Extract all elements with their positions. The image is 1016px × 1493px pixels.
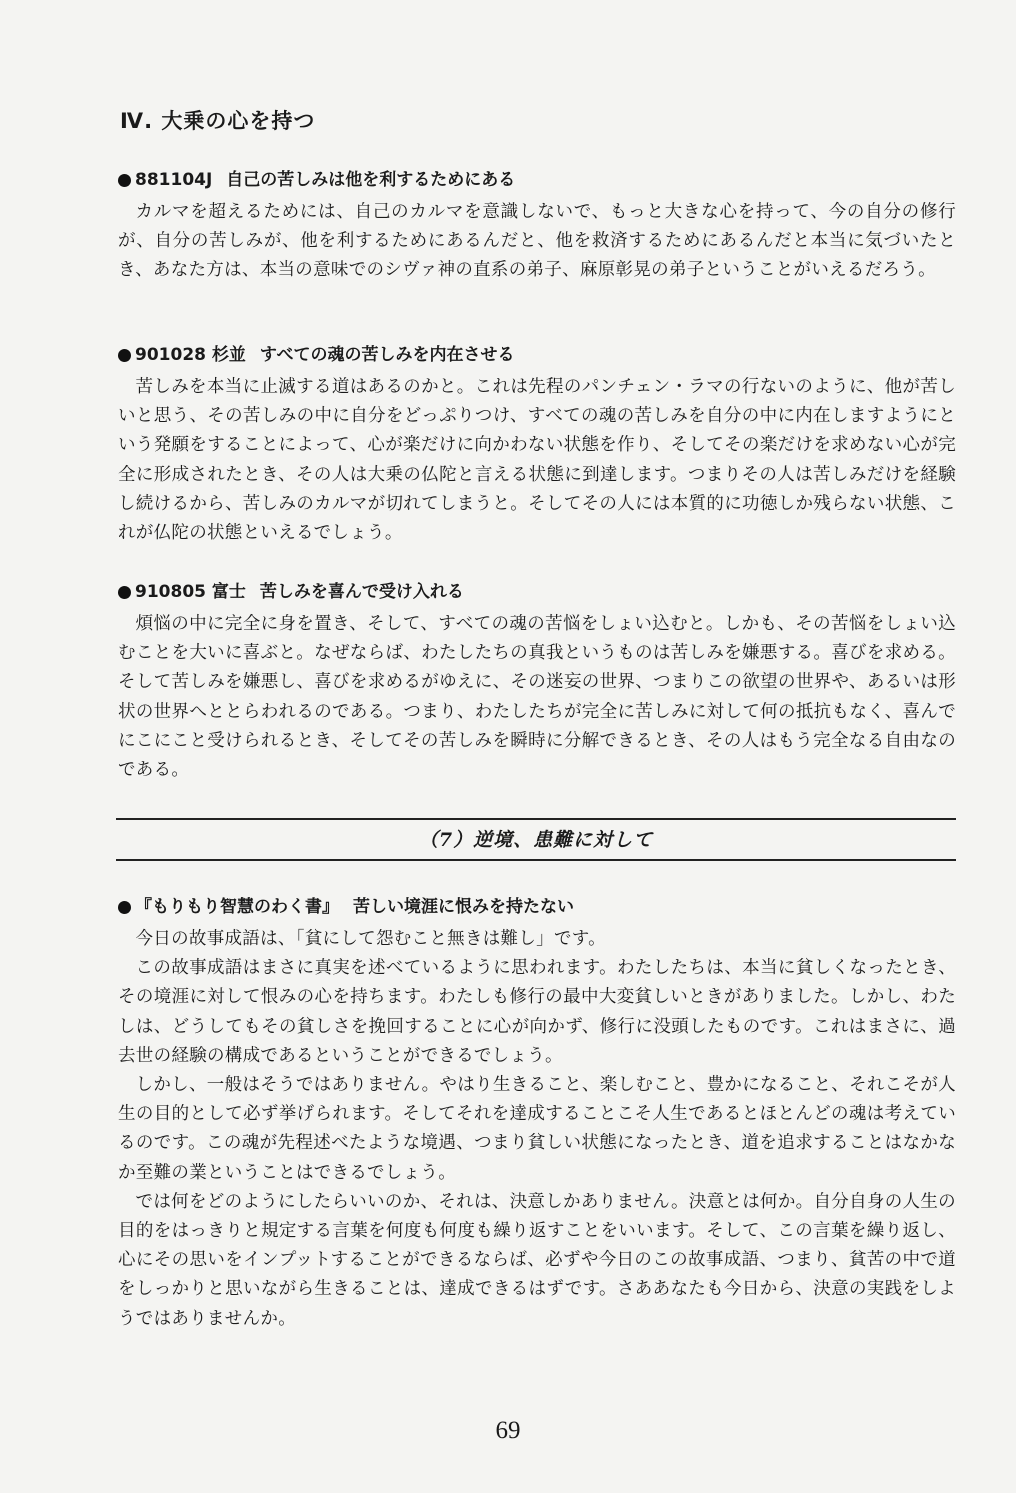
section-2-code: 901028 杉並 <box>135 345 246 365</box>
section-4-paragraph-3: しかし、一般はそうではありません。やはり生きること、楽しむこと、豊かになること、それこそが人生の目的として必ず挙げられます。そしてそれを達成することこそ人生であるとほとんどの魂は考えているのです。この魂が先程述べたような境遇、つまり貧しい状態になったとき、道を追求することはなかなか至難の業ということはできるでしょう。 <box>118 1075 956 1183</box>
section-1-paragraph: カルマを超えるためには、自己のカルマを意識しないで、もっと大きな心を持って、今の自分の修行が、自分の苦しみが、他を利するためにあるんだと、他を救済するためにあるんだと本当に気づいたとき、あなた方は、本当の意味でのシヴァ神の直系の弟子、麻原彰晃の弟子ということがいえるだろう。 <box>118 202 956 281</box>
bullet-icon <box>118 901 131 914</box>
section-1-code: 881104J <box>135 170 213 190</box>
bullet-icon <box>118 349 131 362</box>
bullet-icon <box>118 174 131 187</box>
section-4-paragraph-4: では何をどのようにしたらいいのか、それは、決意しかありません。決意とは何か。自分自身の人生の目的をはっきりと規定する言葉を何度も何度も繰り返すことをいいます。そして、この言葉を繰り返し、心にその思いをインプットすることができるならば、必ずや今日のこの故事成語、つまり、貧苦の中で道をしっかりと思いながら生きることは、達成できるはずです。さああなたも今日から、決意の実践をしようではありませんか。 <box>118 1191 956 1329</box>
section-3 <box>118 580 956 785</box>
section-2-paragraph: 苦しみを本当に止滅する道はあるのかと。これは先程のパンチェン・ラマの行ないのように、他が苦しいと思う、その苦しみの中に自分をどっぷりつけ、すべての魂の苦しみを自分の中に内在しますようにという発願をすることによって、心が楽だけに向かわない状態を作り、そしてその楽だけを求めない心が完全に形成されたとき、その人は大乗の仏陀と言える状態に到達します。つまりその人は苦しみだけを経験し続けるから、苦しみのカルマが切れてしまうと。そしてその人には本質的に功徳しか残らない状態、これが仏陀の状態といえるでしょう。 <box>118 377 956 544</box>
section-3-code: 910805 富士 <box>135 582 246 602</box>
bullet-icon <box>118 586 131 599</box>
section-2-title: すべての魂の苦しみを内在させる <box>259 345 515 365</box>
section-2 <box>118 343 956 548</box>
subtitle-rule-top <box>116 818 956 820</box>
subtitle-rule-bottom <box>116 859 956 861</box>
section-3-heading <box>118 580 956 604</box>
section-2-heading <box>118 343 956 367</box>
subsection-title: （7）逆境、患難に対して <box>418 829 654 851</box>
section-4-source: 『もりもり智慧のわく書』 <box>135 897 339 917</box>
section-1 <box>118 168 956 286</box>
section-1-title: 自己の苦しみは他を利するためにある <box>226 170 516 190</box>
section-4 <box>118 895 956 1334</box>
section-1-heading <box>118 168 956 192</box>
section-3-title: 苦しみを喜んで受け入れる <box>259 582 464 602</box>
section-4-paragraph-2: この故事成語はまさに真実を述べているように思われます。わたしたちは、本当に貧しくなったとき、その境涯に対して恨みの心を持ちます。わたしも修行の最中大変貧しいときがありました。しかし、わたしは、どうしてもその貧しさを挽回することに心が向かず、修行に没頭したものです。これはまさに、過去世の経験の構成であるということができるでしょう。 <box>118 958 956 1066</box>
section-4-heading <box>118 895 956 919</box>
section-3-paragraph: 煩悩の中に完全に身を置き、そして、すべての魂の苦悩をしょい込むと。しかも、その苦悩をしょい込むことを大いに喜ぶと。なぜならば、わたしたちの真我というものは苦しみを嫌悪する。喜びを求める。そして苦しみを嫌悪し、喜びを求めるがゆえに、その迷妄の世界、つまりこの欲望の世界や、あるいは形状の世界へととらわれるのである。つまり、わたしたちが完全に苦しみに対して何の抵抗もなく、喜んでにこにこと受けられるとき、そしてその苦しみを瞬時に分解できるとき、その人はもう完全なる自由なのである。 <box>118 614 956 781</box>
section-4-title: 苦しい境涯に恨みを持たない <box>353 897 574 917</box>
page-number: 69 <box>495 1417 521 1444</box>
chapter-title: Ⅳ. 大乗の心を持つ <box>120 109 316 133</box>
section-4-paragraph-1: 今日の故事成語は、「貧にして怨むこと無きは難し」です。 <box>135 929 606 949</box>
